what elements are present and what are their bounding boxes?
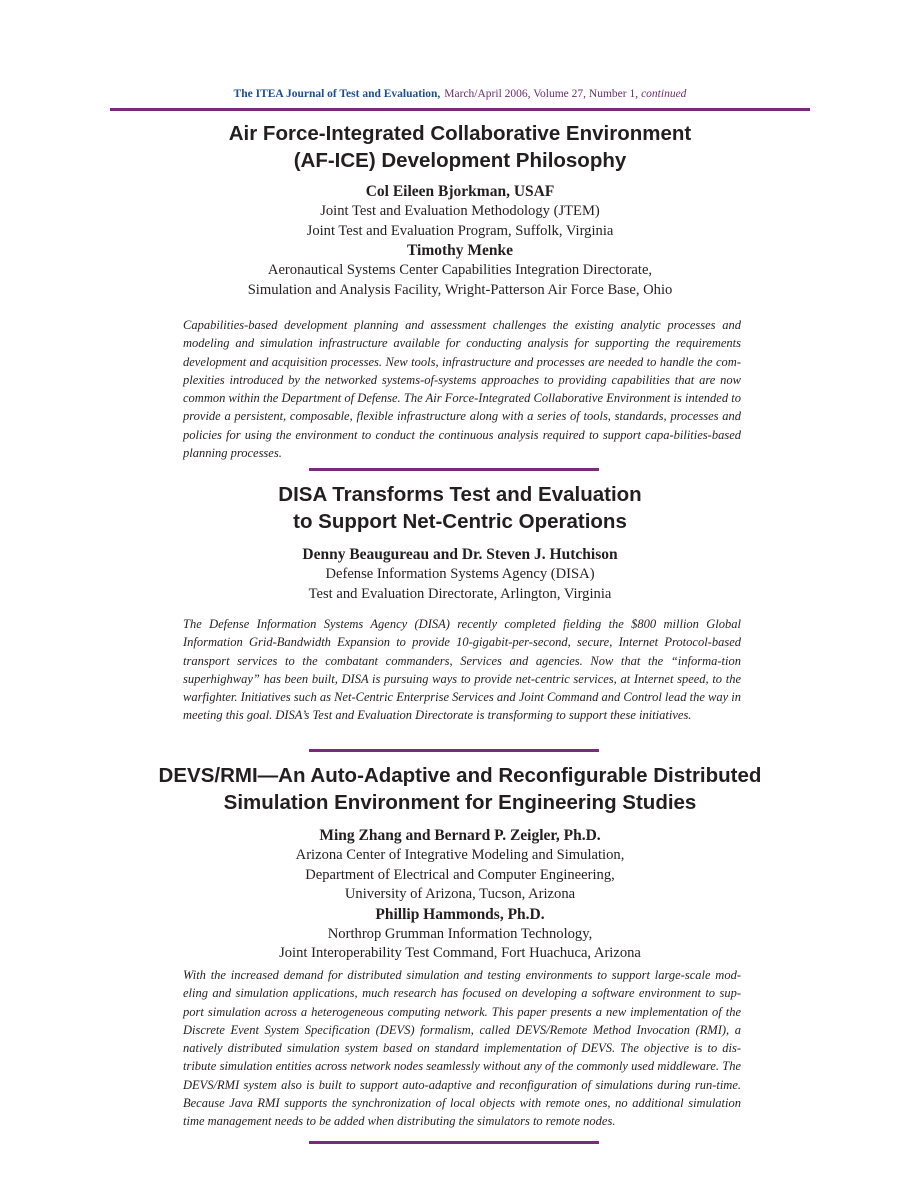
title-line: Simulation Environment for Engineering Studies <box>223 791 697 814</box>
title-line: Air Force-Integrated Collaborative Environment <box>228 122 692 145</box>
affiliation-line: Aeronautical Systems Center Capabilities Integration Directorate, <box>267 262 653 278</box>
title-line: DEVS/RMI—An Auto-Adaptive and Reconfigurable Distributed <box>158 764 762 787</box>
article-1 <box>0 120 920 300</box>
title-line: DISA Transforms Test and Evaluation <box>278 483 642 506</box>
running-header <box>0 86 920 102</box>
article-title <box>0 481 920 535</box>
header-rule <box>110 108 810 111</box>
affiliation-line: Northrop Grumman Information Technology, <box>327 925 593 942</box>
title-line: to Support Net-Centric Operations <box>293 510 627 533</box>
affiliation-line: Defense Information Systems Agency (DISA) <box>325 566 595 582</box>
section-divider <box>309 468 599 471</box>
affiliation-line: Arizona Center of Integrative Modeling and Simulation, <box>295 847 625 863</box>
affiliation-line: Simulation and Analysis Facility, Wright-Patterson Air Force Base, Ohio <box>247 281 673 298</box>
article-title <box>0 120 920 174</box>
article-title <box>0 762 920 816</box>
article-3 <box>0 762 920 964</box>
continued-label: continued <box>641 88 687 100</box>
author: Ming Zhang and Bernard P. Zeigler, Ph.D. <box>319 827 601 844</box>
affiliation-line: Joint Test and Evaluation Methodology (JTEM) <box>320 203 600 219</box>
affiliation-line: University of Arizona, Tucson, Arizona <box>344 886 576 902</box>
article-abstract: Capabilities-based development planning and assessment challenges the existing analytic processes and modeling and simulation infrastructure available for conducting analysis for supporting the requirements development and acquisition processes. New tools, infrastructure and processes are needed to handle the com-plexities introduced by the networked systems-of-systems approaches to providing capabilities that are now common within the Department of Defense. The Air Force-Integrated Collaborative Environment is intended to provide a persistent, composable, flexible infrastructure along with a series of tools, standards, processes and policies for using the environment to conduct the continuous analysis required to support capa-bilities-based planning processes. <box>183 318 741 461</box>
article-abstract: With the increased demand for distributed simulation and testing environments to support large-scale mod-eling and simulation applications, much research has focused on developing a software environment to sup-port simulation across a heterogeneous computing network. This paper presents a new implementation of the Discrete Event System Specification (DEVS) formalism, called DEVS/Remote Method Invocation (RMI), a natively distributed simulation system based on standard implementation of DEVS. The objective is to dis-tribute simulation entities across network nodes seamlessly without any of the commonly used middleware. The DEVS/RMI system also is built to support auto-adaptive and reconfiguration of simulations during run-time. Because Java RMI supports the synchronization of local objects with remote ones, no additional simulation time management needs to be added when distributing the simulators to remote nodes. <box>183 968 741 1129</box>
affiliation-line: Department of Electrical and Computer Engineering, <box>305 866 615 883</box>
title-line: (AF-ICE) Development Philosophy <box>293 149 627 172</box>
section-divider <box>309 1141 599 1144</box>
affiliation-line: Test and Evaluation Directorate, Arlington, Virginia <box>308 585 612 602</box>
affiliation-line: Joint Test and Evaluation Program, Suffolk, Virginia <box>306 222 614 239</box>
author: Col Eileen Bjorkman, USAF <box>365 183 555 200</box>
article-abstract: The Defense Information Systems Agency (DISA) recently completed fielding the $800 million Global Information Grid-Bandwidth Expansion to provide 10-gigabit-per-second, secure, Internet Protocol-based transport services to the combatant commanders, Services and agencies. Now that the “informa-tion superhighway” has been built, DISA is pursuing ways to provide net-centric services, at Internet speed, to the warfighter. Initiatives such as Net-Centric Enterprise Services and Joint Command and Control lead the way in meeting this goal. DISA’s Test and Evaluation Directorate is transforming to support these initiatives. <box>183 617 741 723</box>
article-2 <box>0 481 920 604</box>
issue-info: March/April 2006, Volume 27, Number 1, <box>444 88 639 100</box>
section-divider <box>309 749 599 752</box>
author: Phillip Hammonds, Ph.D. <box>375 905 545 923</box>
journal-name: The ITEA Journal of Test and Evaluation, <box>233 88 441 100</box>
author: Denny Beaugureau and Dr. Steven J. Hutchison <box>302 546 618 563</box>
author: Timothy Menke <box>406 242 514 259</box>
affiliation-line: Joint Interoperability Test Command, Fort Huachuca, Arizona <box>279 945 641 961</box>
